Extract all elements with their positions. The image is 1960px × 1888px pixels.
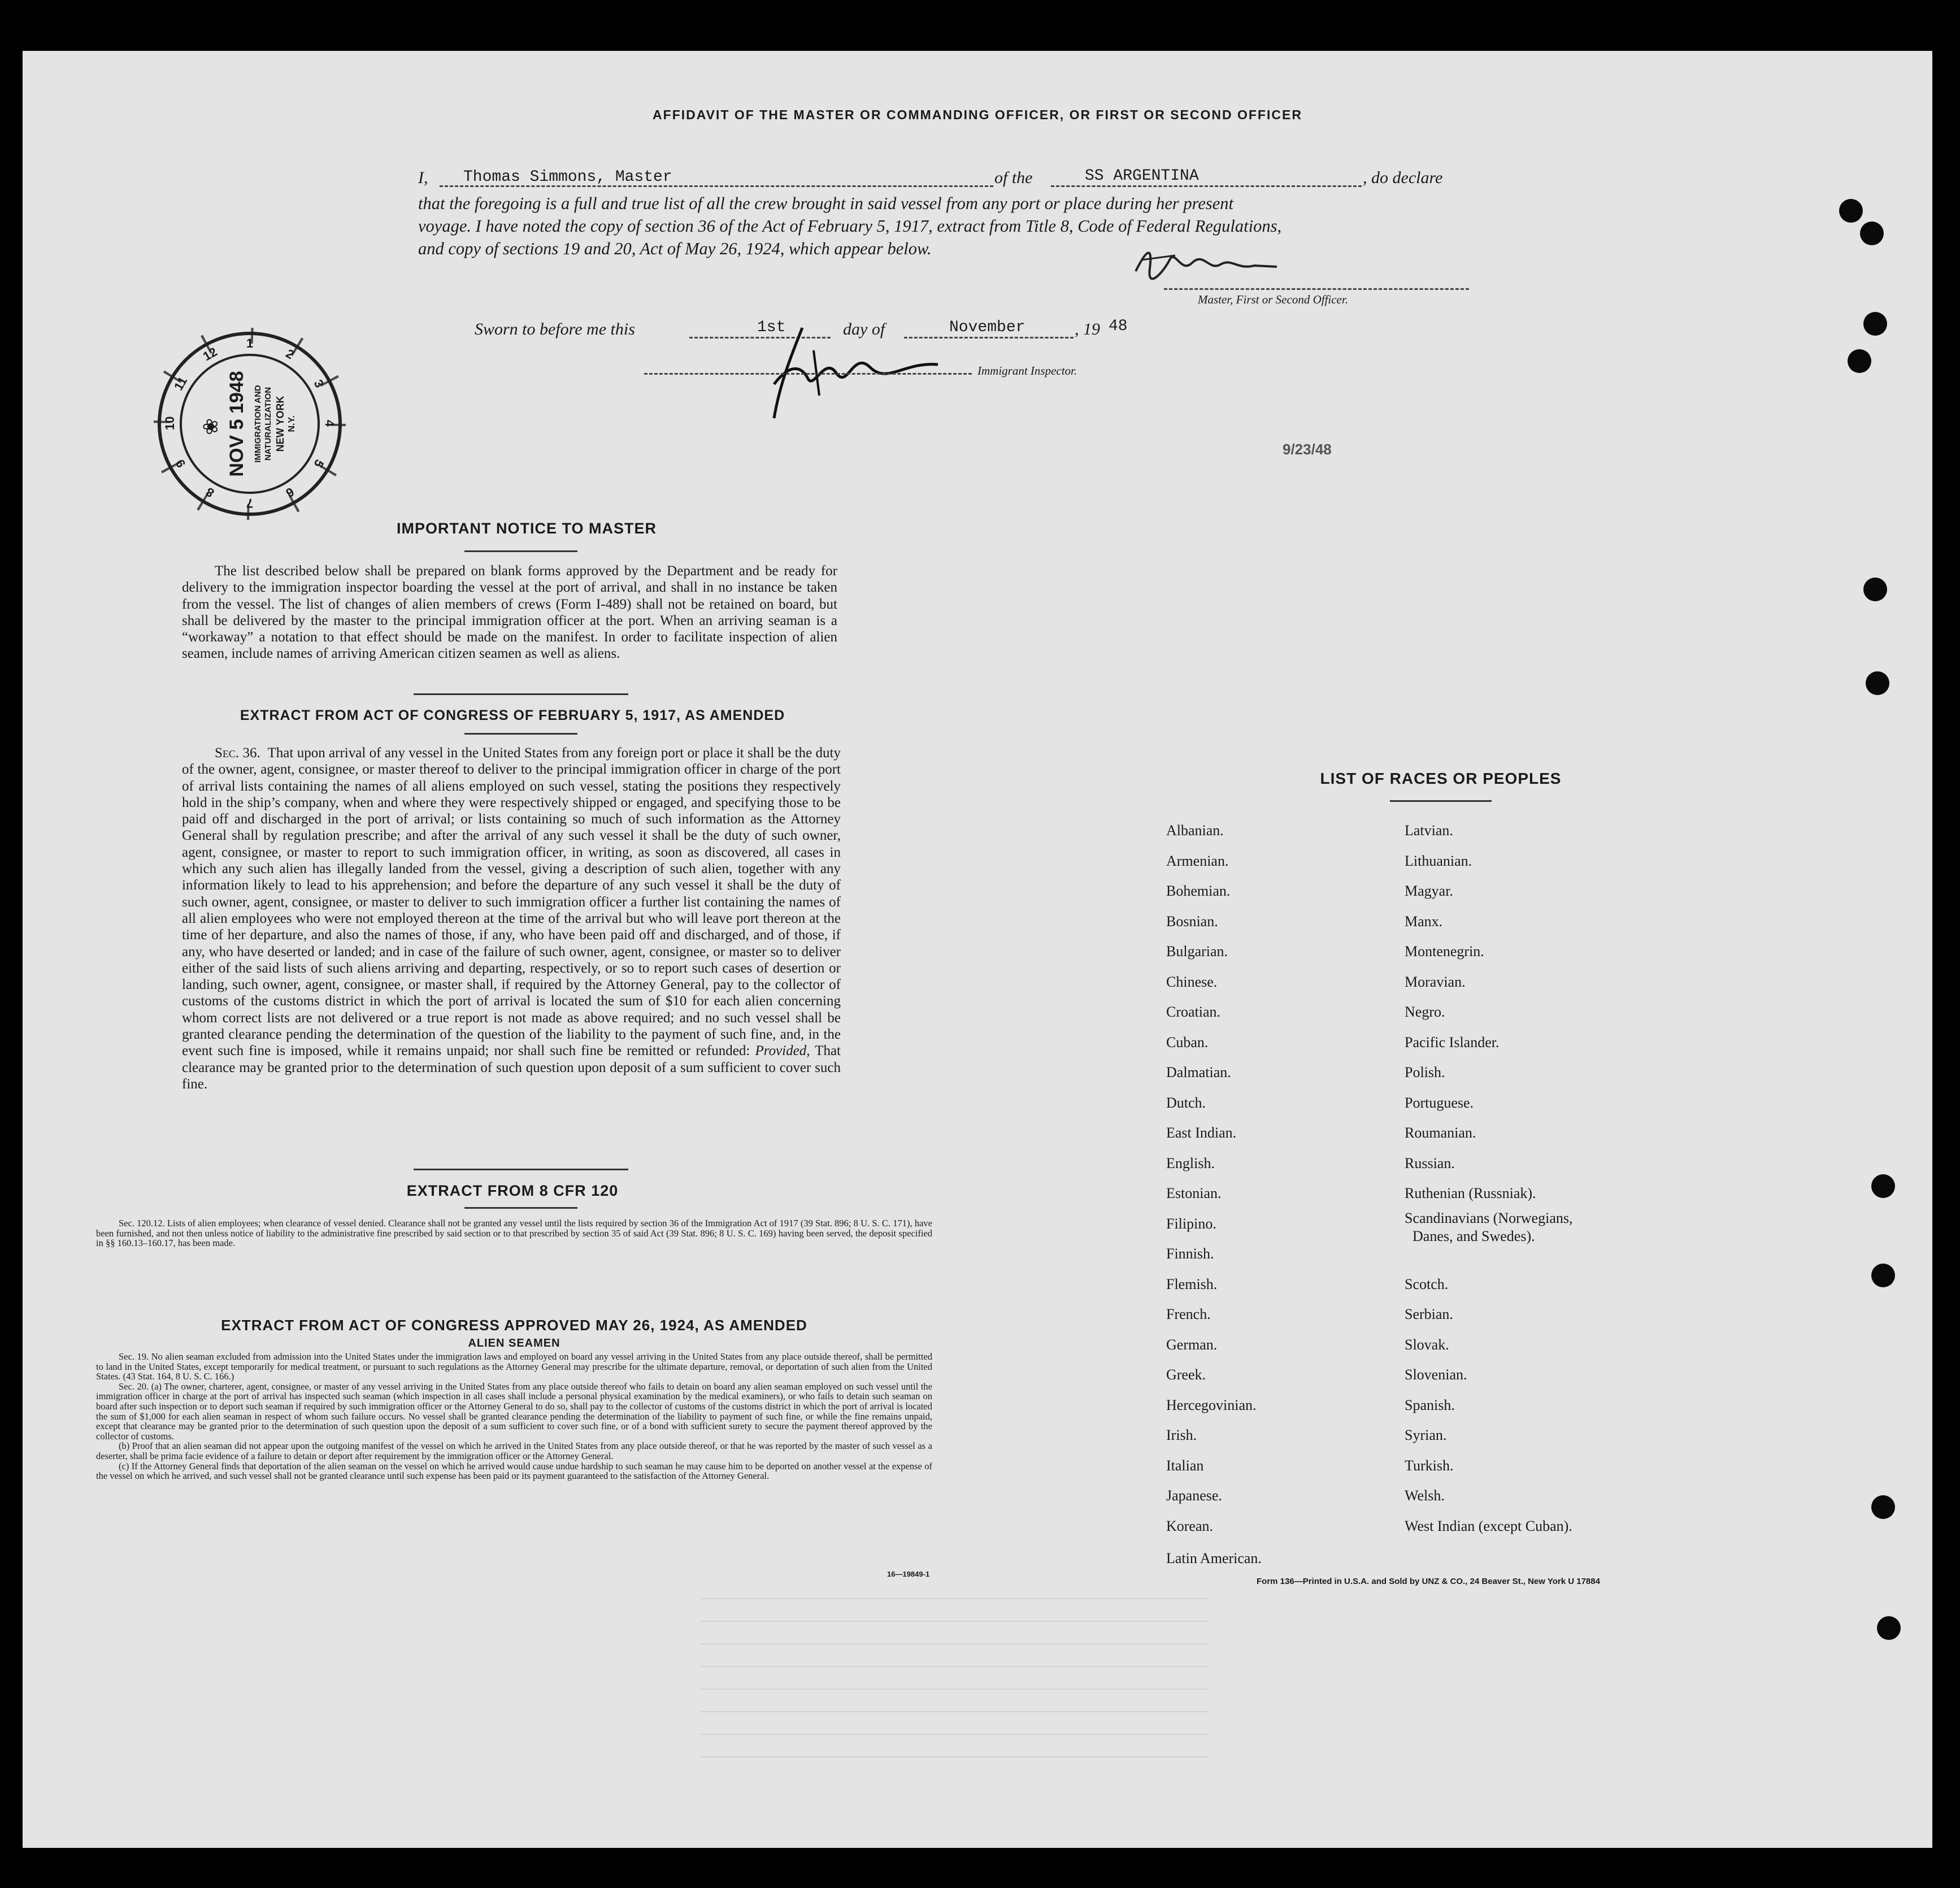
provided-text: That clearance may be granted prior to the determination of such question upon deposit of a sum sufficient to cover such fine. (182, 1043, 841, 1092)
inspector-signature-line (644, 373, 972, 375)
do-declare-label: , do declare (1363, 168, 1443, 187)
race-item: Syrian. (1405, 1427, 1447, 1443)
stamp-ring-number: 6 (283, 484, 297, 501)
race-item: Croatian. (1166, 1004, 1221, 1020)
extract-1917-title-rule (464, 733, 577, 735)
stamp-ring-number: 2 (283, 346, 297, 362)
punch-hole (1871, 1264, 1895, 1287)
extract-1917-title: EXTRACT FROM ACT OF CONGRESS OF FEBRUARY 5, 1917, AS AMENDED (240, 708, 785, 723)
day-of-label: day of (843, 320, 885, 338)
provided-label: Provided, (755, 1043, 810, 1059)
extract-cfr-body (96, 1218, 932, 1248)
race-item: Slovenian. (1405, 1366, 1467, 1383)
race-item: Dalmatian. (1166, 1064, 1231, 1080)
punch-hole (1871, 1174, 1895, 1198)
stamp-ring-number: 3 (311, 376, 327, 390)
sec-20b-paragraph: (b) Proof that an alien seaman did not appear upon the outgoing manifest of the vessel on which he arrived in the United States from any place outside thereof, or that he was reported by the master of such vessel as a deserter, shall be prima facie evidence of a failure to detain or deport after requirement by the immigration officer or the Attorney General. (96, 1440, 932, 1461)
extract-1917-divider (414, 1169, 628, 1170)
race-item: Armenian. (1166, 852, 1229, 869)
race-item: Bulgarian. (1166, 943, 1228, 960)
race-item: Latvian. (1405, 822, 1453, 839)
notice-title: IMPORTANT NOTICE TO MASTER (397, 520, 657, 537)
race-item: Welsh. (1405, 1487, 1445, 1504)
form-footer: Form 136—Printed in U.S.A. and Sold by UNZ & CO., 24 Beaver St., New York U 17884 (1257, 1577, 1600, 1586)
race-item: Finnish. (1166, 1245, 1214, 1262)
punch-hole (1848, 349, 1871, 373)
stamp-date: NOV 5 1948 (226, 371, 247, 477)
race-item: Scandinavians (Norwegians, (1405, 1209, 1573, 1226)
eagle-icon: ❀ (199, 418, 222, 435)
stamp-ring-number: 5 (311, 457, 327, 470)
day-field: 1st (757, 319, 786, 336)
race-item: Dutch. (1166, 1094, 1206, 1111)
punch-hole (1877, 1616, 1901, 1640)
race-item: Italian (1166, 1457, 1204, 1474)
notice-body (182, 563, 837, 662)
race-item: Slovak. (1405, 1336, 1449, 1353)
stamp-state: N.Y. (287, 415, 297, 432)
race-item: Lithuanian. (1405, 852, 1472, 869)
notice-title-rule (464, 550, 577, 552)
race-item: Albanian. (1166, 822, 1224, 839)
race-item: Ruthenian (Russniak). (1405, 1185, 1536, 1201)
stamp-ring-number: 11 (171, 374, 190, 393)
print-code: 16—19849-1 (887, 1570, 930, 1578)
master-signature-line (1164, 288, 1469, 290)
race-item: Turkish. (1405, 1457, 1454, 1474)
race-item: Hercegovinian. (1166, 1396, 1257, 1413)
race-item: Moravian. (1405, 973, 1466, 990)
race-item: English. (1166, 1154, 1215, 1171)
race-item: West Indian (except Cuban). (1405, 1517, 1572, 1534)
race-item: French. (1166, 1306, 1211, 1322)
race-item: Bosnian. (1166, 913, 1218, 930)
declaration-line-3: and copy of sections 19 and 20, Act of May 26, 1924, which appear below. (418, 239, 932, 258)
stamp-ring-number: 1 (246, 336, 254, 350)
race-item: Greek. (1166, 1366, 1206, 1383)
race-item: Scotch. (1405, 1275, 1449, 1292)
month-field: November (949, 319, 1025, 336)
sec-36-label: Sec. 36. (215, 745, 260, 761)
race-item: Danes, and Swedes). (1413, 1227, 1535, 1244)
race-item: East Indian. (1166, 1125, 1237, 1141)
inspector-caption: Immigrant Inspector. (977, 364, 1077, 377)
vessel-line (1051, 185, 1362, 187)
extract-1924-title: EXTRACT FROM ACT OF CONGRESS APPROVED MAY 26, 1924, AS AMENDED (221, 1317, 807, 1334)
stamp-ring-number: 10 (163, 416, 177, 431)
race-item: Japanese. (1166, 1487, 1222, 1504)
stamp-ring-number: 9 (172, 457, 189, 470)
stamp-inner (154, 328, 346, 520)
race-item: Russian. (1405, 1154, 1455, 1171)
declaration-line-1: that the foregoing is a full and true list of all the crew brought in said vessel from any port or place during her present (418, 194, 1234, 213)
punch-hole (1871, 1495, 1895, 1519)
extract-1924-body (96, 1352, 932, 1481)
stamp-ring-number: 7 (246, 496, 254, 510)
race-item: Portuguese. (1405, 1094, 1474, 1111)
race-item: Bohemian. (1166, 883, 1231, 899)
race-item: Korean. (1166, 1517, 1214, 1534)
punch-hole (1860, 222, 1884, 245)
of-the-label: of the (994, 168, 1033, 187)
race-item: Magyar. (1405, 883, 1453, 899)
margin-date-mark: 9/23/48 (1283, 441, 1332, 458)
extract-1924-subtitle: ALIEN SEAMEN (468, 1337, 560, 1349)
punch-hole (1863, 578, 1887, 601)
i-label: I, (418, 168, 428, 187)
punch-hole (1839, 199, 1863, 223)
master-name-field: Thomas Simmons, Master (463, 168, 672, 186)
race-item: Manx. (1405, 913, 1443, 930)
race-item: Chinese. (1166, 973, 1218, 990)
stamp-ring-number: 8 (203, 484, 216, 501)
declaration-line-2: voyage. I have noted the copy of section 36 of the Act of February 5, 1917, extract from Title 8, Code of Federal Regulations, (418, 216, 1282, 236)
race-item: Filipino. (1166, 1215, 1216, 1232)
stamp-ring-number: 4 (323, 419, 337, 427)
year-prefix: , 19 (1075, 320, 1100, 338)
affidavit-title: AFFIDAVIT OF THE MASTER OR COMMANDING OFFICER, OR FIRST OR SECOND OFFICER (653, 107, 1302, 122)
race-item: Pacific Islander. (1405, 1034, 1500, 1051)
notice-paragraph: The list described below shall be prepared on blank forms approved by the Department and be ready for delivery to the immigration inspector boarding the vessel at the port of arrival, and shall in no instance be taken from the vessel. The list of changes of alien members of crews (Form I-489) shall not be retained on board, but shall be delivered by the master to the principal immigration officer at the port. When an arriving seaman is a “workaway” a notation to that effect should be made on the manifest. In order to facilitate inspection of alien seamen, include names of arriving American citizen seamen as well as aliens. (182, 563, 837, 662)
race-item: German. (1166, 1336, 1218, 1353)
races-title-rule (1390, 800, 1492, 802)
race-item: Spanish. (1405, 1396, 1455, 1413)
extract-1917-body (182, 745, 841, 1092)
race-item: Serbian. (1405, 1306, 1453, 1322)
stamp-agency-1: IMMIGRATION AND (253, 385, 263, 463)
vessel-name-field: SS ARGENTINA (1085, 167, 1199, 185)
punch-hole (1866, 671, 1889, 695)
stamp-city: NEW YORK (275, 396, 286, 452)
document-sheet (23, 51, 1932, 1848)
punch-hole (1863, 312, 1887, 336)
notice-divider (414, 693, 628, 695)
immigration-stamp (154, 328, 346, 520)
cfr-paragraph: Sec. 120.12. Lists of alien employees; when clearance of vessel denied. Clearance shall not be granted any vessel until the lists required by section 36 of the Immigration Act of 1917 (39 Stat. 896; 8 U. S. C. 171), have been furnished, and not then unless notice of liability to the administrative fine prescribed by said section or to that prescribed by section 35 of said Act (39 Stat. 896; 8 U. S. C. 169) having been served, the deposit specified in §§ 160.13–160.17, has been made. (96, 1218, 932, 1249)
extract-cfr-title-rule (464, 1207, 577, 1209)
race-item: Roumanian. (1405, 1125, 1476, 1141)
races-title: LIST OF RACES OR PEOPLES (1320, 770, 1562, 787)
race-item: Flemish. (1166, 1275, 1218, 1292)
stamp-ring-number: 12 (200, 344, 220, 364)
master-signature (1130, 243, 1288, 288)
master-caption: Master, First or Second Officer. (1198, 293, 1348, 306)
sec-19-paragraph: Sec. 19. No alien seaman excluded from admission into the United States under the immigration laws and employed on board any vessel arriving in the United States from any place outside thereof, shall be permitted to land in the United States, except temporarily for medical treatment, or pursuant to such regulations as the Attorney General may prescribe for the ultimate departure, removal, or deportation of such alien from the United States. (43 Stat. 164, 8 U. S. C. 166.) (96, 1351, 932, 1382)
sworn-label: Sworn to before me this (475, 320, 635, 338)
extract-cfr-title: EXTRACT FROM 8 CFR 120 (406, 1182, 619, 1199)
race-item: Negro. (1405, 1004, 1445, 1020)
race-item: Irish. (1166, 1427, 1197, 1443)
stamp-agency-2: NATURALIZATION (263, 387, 273, 461)
sec-20a-paragraph: Sec. 20. (a) The owner, charterer, agent, consignee, or master of any vessel arriving in the United States from any place outside thereof who fails to detain on board any alien seaman employed on such vessel until the immigration officer in charge at the port of arrival has inspected such seaman (which inspection in all cases shall include a personal physical examination by the medical examiners), or who fails to detain such seaman on board after such inspection or to deport such seaman if required by such immigration officer or the Attorney General to do so, shall pay to the collector of customs of the customs district in which the port of arrival is located the sum of $1,000 for each alien seaman in respect of whom such failure occurs. No vessel shall be granted clearance pending the determination of the liability to payment of such fine, or while the fine remains unpaid, except that clearance may be granted prior to the determination of such question upon the deposit of a sum sufficient to cover such fine, or of a bond with sufficient surety to secure the payment thereof approved by the collector of customs. (96, 1381, 932, 1442)
year-field: 48 (1109, 318, 1128, 335)
sec-20c-paragraph: (c) If the Attorney General finds that deportation of the alien seaman on the vessel on which he arrived would cause undue hardship to such seaman he may cause him to be deported on another vessel at the expense of the vessel on which he arrived, and such vessel shall not be granted clearance until such expense has been paid or its payment guaranteed to the satisfaction of the Attorney General. (96, 1460, 932, 1482)
race-item: Polish. (1405, 1064, 1445, 1080)
bleed-through-shadow (701, 1588, 1209, 1757)
race-item: Montenegrin. (1405, 943, 1484, 960)
race-item: Cuban. (1166, 1034, 1209, 1051)
race-item: Latin American. (1166, 1550, 1262, 1566)
race-item: Estonian. (1166, 1185, 1222, 1201)
sec-36-text: That upon arrival of any vessel in the United States from any foreign port or place it shall be the duty of the owner, agent, consignee, or master thereof to deliver to the principal immigration officer in charge of the port of arrival lists containing the names of all aliens employed on such vessel, stating the positions they respectively hold in the ship’s company, when and where they were respectively shipped or engaged, and specifying those to be paid off and discharged in the port of arrival; or lists containing so much of such information as the Attorney General shall by regulation prescribe; and after the arrival of any such vessel it shall be the duty of such owner, agent, consignee, or master to report to such immigration officer, in writing, as soon as discovered, all cases in which any such alien has illegally landed from the vessel, giving a description of such alien, together with any information likely to lead to his apprehension; and before the departure of any such vessel it shall be the duty of such owner, agent, consignee, or master to deliver to such immigration officer a further list containing the names of all alien employees who were not employed thereon at the time of the arrival but who will leave port thereon at the time of her departure, and also the names of those, if any, who have been paid off and discharged, and of those, if any, who have deserted or landed; and in case of the failure of such owner, agent, consignee, or master so to deliver either of the said lists of such aliens arriving and departing, respectively, or so to report such cases of desertion or landing, such owner, agent, consignee, or master shall, if required by the Attorney General, pay to the collector of customs of the customs district in which the port of arrival is located the sum of $10 for each alien concerning whom correct lists are not delivered or a true report is not made as above required; and no such vessel shall be granted clearance pending the determination of the question of the liability to the payment of such fine, and, in the event such fine is imposed, while it remains unpaid; nor shall such fine be remitted or refunded: (182, 745, 841, 1059)
